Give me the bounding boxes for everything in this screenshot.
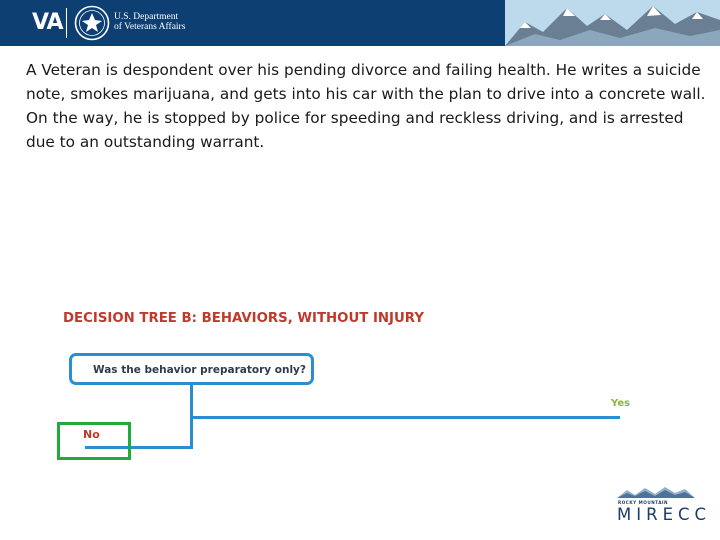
question-text: Was the behavior preparatory only? <box>93 364 306 376</box>
scenario-text: A Veteran is despondent over his pending divorce and failing health. He writes a suicide note, smokes marijuana, and gets into his car with the plan to drive into a concrete wall. On the way, he is stopped by police for speeding and reckless driving, and is arrested due to an outstanding warrant. <box>26 61 706 151</box>
decision-tree-title: DECISION TREE B: BEHAVIORS, WITHOUT INJURY <box>63 311 424 326</box>
no-label: No <box>83 428 100 441</box>
mirecc-name: MIRECC <box>617 505 712 524</box>
va-seal-icon <box>74 5 110 41</box>
yes-label: Yes <box>611 398 631 409</box>
mirecc-subtitle: ROCKY MOUNTAIN <box>618 500 669 505</box>
va-logo: VA <box>32 10 63 35</box>
department-line-1: U.S. Department <box>114 12 179 22</box>
header-bar <box>0 0 720 46</box>
department-line-2: of Veterans Affairs <box>114 22 186 32</box>
no-highlight-box <box>57 422 131 460</box>
department-name <box>114 12 185 32</box>
logo-divider <box>66 8 67 38</box>
question-box <box>69 353 314 385</box>
yes-branch-line <box>190 416 620 419</box>
mountains-banner-image <box>505 0 720 46</box>
